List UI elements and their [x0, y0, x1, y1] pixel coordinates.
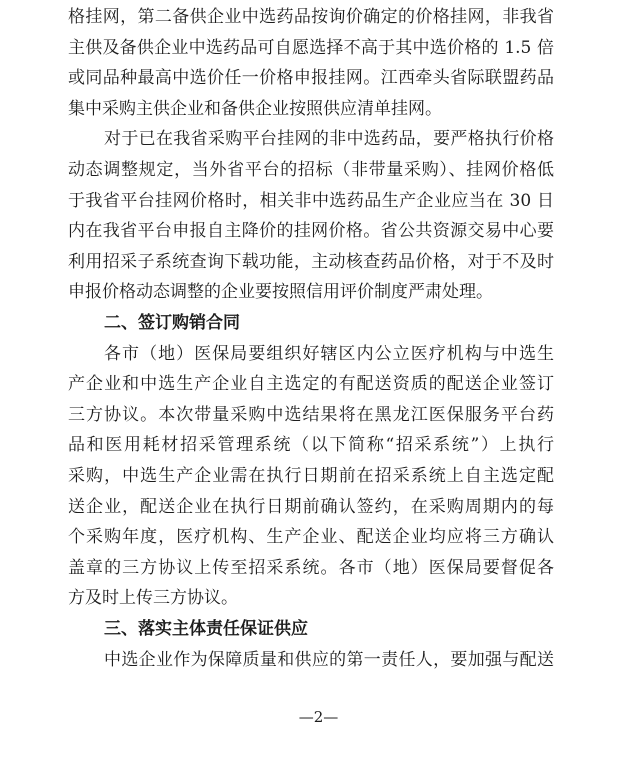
text-line: 三方协议。本次带量采购中选结果将在黑龙江医保服务平台药	[68, 404, 554, 425]
text-line: 采购，中选生产企业需在执行日期前在招采系统上自主选定配	[68, 466, 554, 486]
text-line: 于我省平台挂网价格时，相关非中选药品生产企业应当在 30 日	[68, 190, 554, 211]
text-line: 或同品种最高中选价任一价格申报挂网。江西牵头省际联盟药品	[68, 68, 554, 89]
text-line: 集中采购主供企业和备供企业按照供应清单挂网。	[68, 98, 442, 119]
text-line: 个采购年度，医疗机构、生产企业、配送企业均应将三方确认	[68, 527, 554, 548]
text-line: 对于已在我省采购平台挂网的非中选药品，要严格执行价格	[104, 129, 554, 150]
text-line: 申报价格动态调整的企业要按照信用评价制度严肃处理。	[68, 282, 493, 303]
text-line: 利用招采子系统查询下载功能，主动核查药品价格，对于不及时	[68, 251, 554, 272]
text-line: 各市（地）医保局要组织好辖区内公立医疗机构与中选生	[104, 343, 554, 364]
text-line: 盖章的三方协议上传至招采系统。各市（地）医保局要督促各	[68, 557, 554, 578]
text-line: 送企业，配送企业在执行日期前确认签约，在采购周期内的每	[68, 496, 554, 517]
text-line: 产企业和中选生产企业自主选定的有配送资质的配送企业签订	[68, 374, 554, 395]
section-heading: 二、签订购销合同	[104, 313, 240, 333]
section-heading: 三、落实主体责任保证供应	[104, 619, 308, 639]
text-line: 动态调整规定，当外省平台的招标（非带量采购）、挂网价格低	[68, 160, 554, 180]
page-number: —2—	[298, 708, 339, 726]
text-line: 内在我省平台申报自主降价的挂网价格。省公共资源交易中心要	[68, 221, 554, 242]
text-line: 品和医用耗材招采管理系统（以下简称“招采系统”）上执行	[68, 435, 554, 456]
text-line: 主供及备供企业中选药品可自愿选择不高于其中选价格的 1.5 倍	[68, 37, 554, 58]
text-line: 方及时上传三方协议。	[68, 588, 238, 609]
text-line: 中选企业作为保障质量和供应的第一责任人，要加强与配送	[104, 649, 554, 670]
text-line: 格挂网，第二备供企业中选药品按询价确定的价格挂网，非我省	[68, 7, 554, 27]
